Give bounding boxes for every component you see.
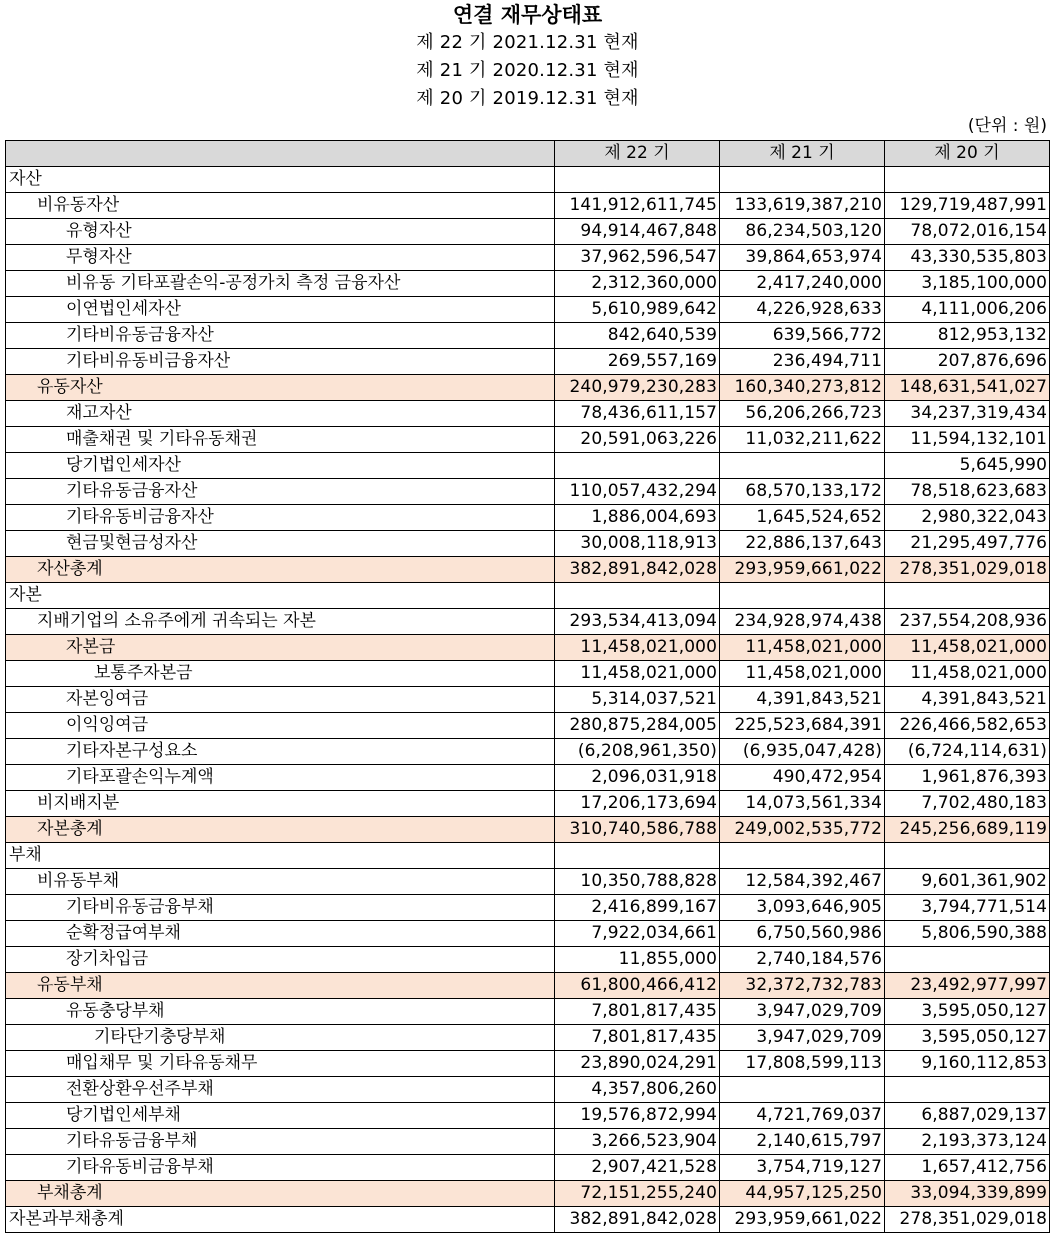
value-period-21: 86,234,503,120 bbox=[720, 219, 885, 245]
value-period-21: 3,947,029,709 bbox=[720, 999, 885, 1025]
value-period-20: 237,554,208,936 bbox=[885, 609, 1050, 635]
value-period-22: 7,922,034,661 bbox=[555, 921, 720, 947]
table-row bbox=[6, 323, 1050, 349]
row-label: 지배기업의 소유주에게 귀속되는 자본 bbox=[6, 609, 555, 635]
table-row bbox=[6, 557, 1050, 583]
value-period-22 bbox=[555, 843, 720, 869]
value-period-20: 78,072,016,154 bbox=[885, 219, 1050, 245]
value-period-22: 7,801,817,435 bbox=[555, 999, 720, 1025]
row-label: 순확정급여부채 bbox=[6, 921, 555, 947]
row-label: 자본금 bbox=[6, 635, 555, 661]
value-period-22: 11,458,021,000 bbox=[555, 635, 720, 661]
value-period-22: 20,591,063,226 bbox=[555, 427, 720, 453]
table-row bbox=[6, 1077, 1050, 1103]
row-label: 현금및현금성자산 bbox=[6, 531, 555, 557]
row-label: 자본과부채총계 bbox=[6, 1207, 555, 1233]
value-period-21: 2,417,240,000 bbox=[720, 271, 885, 297]
value-period-22: 19,576,872,994 bbox=[555, 1103, 720, 1129]
value-period-21 bbox=[720, 1077, 885, 1103]
value-period-21: 44,957,125,250 bbox=[720, 1181, 885, 1207]
value-period-20: 33,094,339,899 bbox=[885, 1181, 1050, 1207]
value-period-21: 639,566,772 bbox=[720, 323, 885, 349]
table-row bbox=[6, 1025, 1050, 1051]
value-period-21: 293,959,661,022 bbox=[720, 1207, 885, 1233]
table-row bbox=[6, 271, 1050, 297]
table-row bbox=[6, 245, 1050, 271]
value-period-21: 4,226,928,633 bbox=[720, 297, 885, 323]
value-period-22: 2,416,899,167 bbox=[555, 895, 720, 921]
table-row bbox=[6, 791, 1050, 817]
row-label: 자본잉여금 bbox=[6, 687, 555, 713]
value-period-21: 14,073,561,334 bbox=[720, 791, 885, 817]
value-period-22: 382,891,842,028 bbox=[555, 557, 720, 583]
table-row bbox=[6, 375, 1050, 401]
value-period-21: 293,959,661,022 bbox=[720, 557, 885, 583]
value-period-20: 3,595,050,127 bbox=[885, 999, 1050, 1025]
report-title: 연결 재무상태표 bbox=[452, 3, 603, 27]
table-row bbox=[6, 479, 1050, 505]
table-row bbox=[6, 609, 1050, 635]
value-period-21: 225,523,684,391 bbox=[720, 713, 885, 739]
value-period-20: 34,237,319,434 bbox=[885, 401, 1050, 427]
value-period-22: 293,534,413,094 bbox=[555, 609, 720, 635]
value-period-20: 2,193,373,124 bbox=[885, 1129, 1050, 1155]
value-period-22: 7,801,817,435 bbox=[555, 1025, 720, 1051]
value-period-21: 17,808,599,113 bbox=[720, 1051, 885, 1077]
value-period-20: 21,295,497,776 bbox=[885, 531, 1050, 557]
value-period-22: 30,008,118,913 bbox=[555, 531, 720, 557]
value-period-21: 11,458,021,000 bbox=[720, 635, 885, 661]
table-row bbox=[6, 999, 1050, 1025]
row-label: 당기법인세자산 bbox=[6, 453, 555, 479]
row-label: 무형자산 bbox=[6, 245, 555, 271]
row-label: 기타비유동금융부채 bbox=[6, 895, 555, 921]
row-label: 기타비유동비금융자산 bbox=[6, 349, 555, 375]
value-period-20 bbox=[885, 583, 1050, 609]
value-period-20: 5,645,990 bbox=[885, 453, 1050, 479]
value-period-20: 7,702,480,183 bbox=[885, 791, 1050, 817]
value-period-22: 78,436,611,157 bbox=[555, 401, 720, 427]
table-row bbox=[6, 531, 1050, 557]
value-period-22 bbox=[555, 583, 720, 609]
value-period-21: 56,206,266,723 bbox=[720, 401, 885, 427]
value-period-21 bbox=[720, 843, 885, 869]
row-label: 자본총계 bbox=[6, 817, 555, 843]
value-period-20: 9,160,112,853 bbox=[885, 1051, 1050, 1077]
row-label: 전환상환우선주부채 bbox=[6, 1077, 555, 1103]
unit-label: (단위 : 원) bbox=[967, 116, 1047, 136]
row-label: 보통주자본금 bbox=[6, 661, 555, 687]
value-period-21: 3,947,029,709 bbox=[720, 1025, 885, 1051]
value-period-20: 6,887,029,137 bbox=[885, 1103, 1050, 1129]
table-row bbox=[6, 843, 1050, 869]
value-period-20: 1,657,412,756 bbox=[885, 1155, 1050, 1181]
value-period-22: 3,266,523,904 bbox=[555, 1129, 720, 1155]
row-label: 기타자본구성요소 bbox=[6, 739, 555, 765]
row-label: 유동충당부채 bbox=[6, 999, 555, 1025]
table-row bbox=[6, 1155, 1050, 1181]
row-label: 자산총계 bbox=[6, 557, 555, 583]
row-label: 기타유동비금융부채 bbox=[6, 1155, 555, 1181]
table-row bbox=[6, 297, 1050, 323]
row-label: 재고자산 bbox=[6, 401, 555, 427]
value-period-22: 23,890,024,291 bbox=[555, 1051, 720, 1077]
table-row bbox=[6, 453, 1050, 479]
table-row bbox=[6, 947, 1050, 973]
value-period-20: 43,330,535,803 bbox=[885, 245, 1050, 271]
table-row bbox=[6, 167, 1050, 193]
value-period-20: 1,961,876,393 bbox=[885, 765, 1050, 791]
row-label: 이익잉여금 bbox=[6, 713, 555, 739]
table-row bbox=[6, 401, 1050, 427]
value-period-22: 269,557,169 bbox=[555, 349, 720, 375]
row-label: 비유동자산 bbox=[6, 193, 555, 219]
value-period-20: 23,492,977,997 bbox=[885, 973, 1050, 999]
row-label: 유동자산 bbox=[6, 375, 555, 401]
header-cell-period-20: 제 20 기 bbox=[885, 141, 1050, 167]
value-period-22: 280,875,284,005 bbox=[555, 713, 720, 739]
table-row bbox=[6, 583, 1050, 609]
value-period-21: 249,002,535,772 bbox=[720, 817, 885, 843]
value-period-22: 37,962,596,547 bbox=[555, 245, 720, 271]
value-period-20: 9,601,361,902 bbox=[885, 869, 1050, 895]
value-period-20: 129,719,487,991 bbox=[885, 193, 1050, 219]
period-line-22: 제 22 기 2021.12.31 현재 bbox=[416, 32, 639, 53]
value-period-21: 236,494,711 bbox=[720, 349, 885, 375]
value-period-21: 4,391,843,521 bbox=[720, 687, 885, 713]
value-period-22: 310,740,586,788 bbox=[555, 817, 720, 843]
value-period-20: 5,806,590,388 bbox=[885, 921, 1050, 947]
value-period-21: 133,619,387,210 bbox=[720, 193, 885, 219]
value-period-22: 10,350,788,828 bbox=[555, 869, 720, 895]
value-period-22: 240,979,230,283 bbox=[555, 375, 720, 401]
value-period-21: 22,886,137,643 bbox=[720, 531, 885, 557]
value-period-21: 234,928,974,438 bbox=[720, 609, 885, 635]
row-label: 기타단기충당부채 bbox=[6, 1025, 555, 1051]
value-period-20: 11,458,021,000 bbox=[885, 635, 1050, 661]
row-label: 유형자산 bbox=[6, 219, 555, 245]
value-period-20: 3,185,100,000 bbox=[885, 271, 1050, 297]
value-period-22: 141,912,611,745 bbox=[555, 193, 720, 219]
row-label: 부채총계 bbox=[6, 1181, 555, 1207]
value-period-20: 11,458,021,000 bbox=[885, 661, 1050, 687]
value-period-22 bbox=[555, 167, 720, 193]
value-period-21 bbox=[720, 583, 885, 609]
table-body bbox=[6, 167, 1050, 1233]
header-cell-label bbox=[6, 141, 555, 167]
value-period-20 bbox=[885, 947, 1050, 973]
row-label: 비유동부채 bbox=[6, 869, 555, 895]
value-period-22: 2,907,421,528 bbox=[555, 1155, 720, 1181]
value-period-21: 68,570,133,172 bbox=[720, 479, 885, 505]
table-row bbox=[6, 349, 1050, 375]
value-period-21: 490,472,954 bbox=[720, 765, 885, 791]
value-period-20: 148,631,541,027 bbox=[885, 375, 1050, 401]
report-header bbox=[0, 0, 1055, 113]
value-period-20 bbox=[885, 1077, 1050, 1103]
row-label: 당기법인세부채 bbox=[6, 1103, 555, 1129]
value-period-21: 160,340,273,812 bbox=[720, 375, 885, 401]
row-label: 장기차입금 bbox=[6, 947, 555, 973]
value-period-22: 5,314,037,521 bbox=[555, 687, 720, 713]
value-period-22: 5,610,989,642 bbox=[555, 297, 720, 323]
value-period-22: 1,886,004,693 bbox=[555, 505, 720, 531]
table-row bbox=[6, 895, 1050, 921]
value-period-22: 17,206,173,694 bbox=[555, 791, 720, 817]
table-row bbox=[6, 765, 1050, 791]
table-row bbox=[6, 1207, 1050, 1233]
value-period-22: 842,640,539 bbox=[555, 323, 720, 349]
value-period-20: 4,111,006,206 bbox=[885, 297, 1050, 323]
value-period-20 bbox=[885, 167, 1050, 193]
value-period-20: 11,594,132,101 bbox=[885, 427, 1050, 453]
table-row bbox=[6, 635, 1050, 661]
row-label: 기타유동금융자산 bbox=[6, 479, 555, 505]
value-period-21: (6,935,047,428) bbox=[720, 739, 885, 765]
table-row bbox=[6, 1181, 1050, 1207]
value-period-21: 4,721,769,037 bbox=[720, 1103, 885, 1129]
value-period-21: 3,093,646,905 bbox=[720, 895, 885, 921]
table-row bbox=[6, 973, 1050, 999]
value-period-22: 72,151,255,240 bbox=[555, 1181, 720, 1207]
row-label: 비지배지분 bbox=[6, 791, 555, 817]
value-period-20: 278,351,029,018 bbox=[885, 1207, 1050, 1233]
header-cell-period-22: 제 22 기 bbox=[555, 141, 720, 167]
value-period-20: 78,518,623,683 bbox=[885, 479, 1050, 505]
value-period-21: 39,864,653,974 bbox=[720, 245, 885, 271]
value-period-21: 12,584,392,467 bbox=[720, 869, 885, 895]
value-period-21 bbox=[720, 167, 885, 193]
value-period-21: 11,032,211,622 bbox=[720, 427, 885, 453]
value-period-22: 11,855,000 bbox=[555, 947, 720, 973]
row-label: 매출채권 및 기타유동채권 bbox=[6, 427, 555, 453]
table-row bbox=[6, 1129, 1050, 1155]
value-period-21: 1,645,524,652 bbox=[720, 505, 885, 531]
table-row bbox=[6, 921, 1050, 947]
value-period-20: 3,794,771,514 bbox=[885, 895, 1050, 921]
row-label: 기타포괄손익누계액 bbox=[6, 765, 555, 791]
table-row bbox=[6, 193, 1050, 219]
value-period-21: 2,140,615,797 bbox=[720, 1129, 885, 1155]
value-period-20: (6,724,114,631) bbox=[885, 739, 1050, 765]
row-label: 유동부채 bbox=[6, 973, 555, 999]
value-period-22: 4,357,806,260 bbox=[555, 1077, 720, 1103]
value-period-20: 278,351,029,018 bbox=[885, 557, 1050, 583]
value-period-22: 2,312,360,000 bbox=[555, 271, 720, 297]
period-line-21: 제 21 기 2020.12.31 현재 bbox=[416, 60, 639, 81]
table-row bbox=[6, 687, 1050, 713]
row-label: 이연법인세자산 bbox=[6, 297, 555, 323]
value-period-20: 812,953,132 bbox=[885, 323, 1050, 349]
table-row bbox=[6, 869, 1050, 895]
row-label: 비유동 기타포괄손익-공정가치 측정 금융자산 bbox=[6, 271, 555, 297]
row-label: 부채 bbox=[6, 843, 555, 869]
value-period-20: 3,595,050,127 bbox=[885, 1025, 1050, 1051]
value-period-22: 61,800,466,412 bbox=[555, 973, 720, 999]
value-period-22: 110,057,432,294 bbox=[555, 479, 720, 505]
value-period-22 bbox=[555, 453, 720, 479]
period-line-20: 제 20 기 2019.12.31 현재 bbox=[416, 88, 639, 109]
value-period-20: 4,391,843,521 bbox=[885, 687, 1050, 713]
value-period-21 bbox=[720, 453, 885, 479]
header-cell-period-21: 제 21 기 bbox=[720, 141, 885, 167]
balance-sheet-table bbox=[5, 140, 1050, 1233]
table-row bbox=[6, 1051, 1050, 1077]
table-row bbox=[6, 817, 1050, 843]
value-period-21: 3,754,719,127 bbox=[720, 1155, 885, 1181]
value-period-20: 226,466,582,653 bbox=[885, 713, 1050, 739]
value-period-22: 94,914,467,848 bbox=[555, 219, 720, 245]
table-row bbox=[6, 713, 1050, 739]
row-label: 매입채무 및 기타유동채무 bbox=[6, 1051, 555, 1077]
value-period-21: 32,372,732,783 bbox=[720, 973, 885, 999]
value-period-22: 2,096,031,918 bbox=[555, 765, 720, 791]
table-row bbox=[6, 505, 1050, 531]
value-period-21: 2,740,184,576 bbox=[720, 947, 885, 973]
table-row bbox=[6, 219, 1050, 245]
row-label: 기타비유동금융자산 bbox=[6, 323, 555, 349]
value-period-20: 2,980,322,043 bbox=[885, 505, 1050, 531]
table-row bbox=[6, 1103, 1050, 1129]
value-period-21: 11,458,021,000 bbox=[720, 661, 885, 687]
value-period-20 bbox=[885, 843, 1050, 869]
value-period-22: 11,458,021,000 bbox=[555, 661, 720, 687]
value-period-22: (6,208,961,350) bbox=[555, 739, 720, 765]
value-period-22: 382,891,842,028 bbox=[555, 1207, 720, 1233]
row-label: 기타유동비금융자산 bbox=[6, 505, 555, 531]
value-period-21: 6,750,560,986 bbox=[720, 921, 885, 947]
table-header-row bbox=[6, 141, 1050, 167]
row-label: 기타유동금융부채 bbox=[6, 1129, 555, 1155]
row-label: 자산 bbox=[6, 167, 555, 193]
row-label: 자본 bbox=[6, 583, 555, 609]
table-row bbox=[6, 427, 1050, 453]
value-period-20: 207,876,696 bbox=[885, 349, 1050, 375]
table-row bbox=[6, 661, 1050, 687]
table-row bbox=[6, 739, 1050, 765]
value-period-20: 245,256,689,119 bbox=[885, 817, 1050, 843]
